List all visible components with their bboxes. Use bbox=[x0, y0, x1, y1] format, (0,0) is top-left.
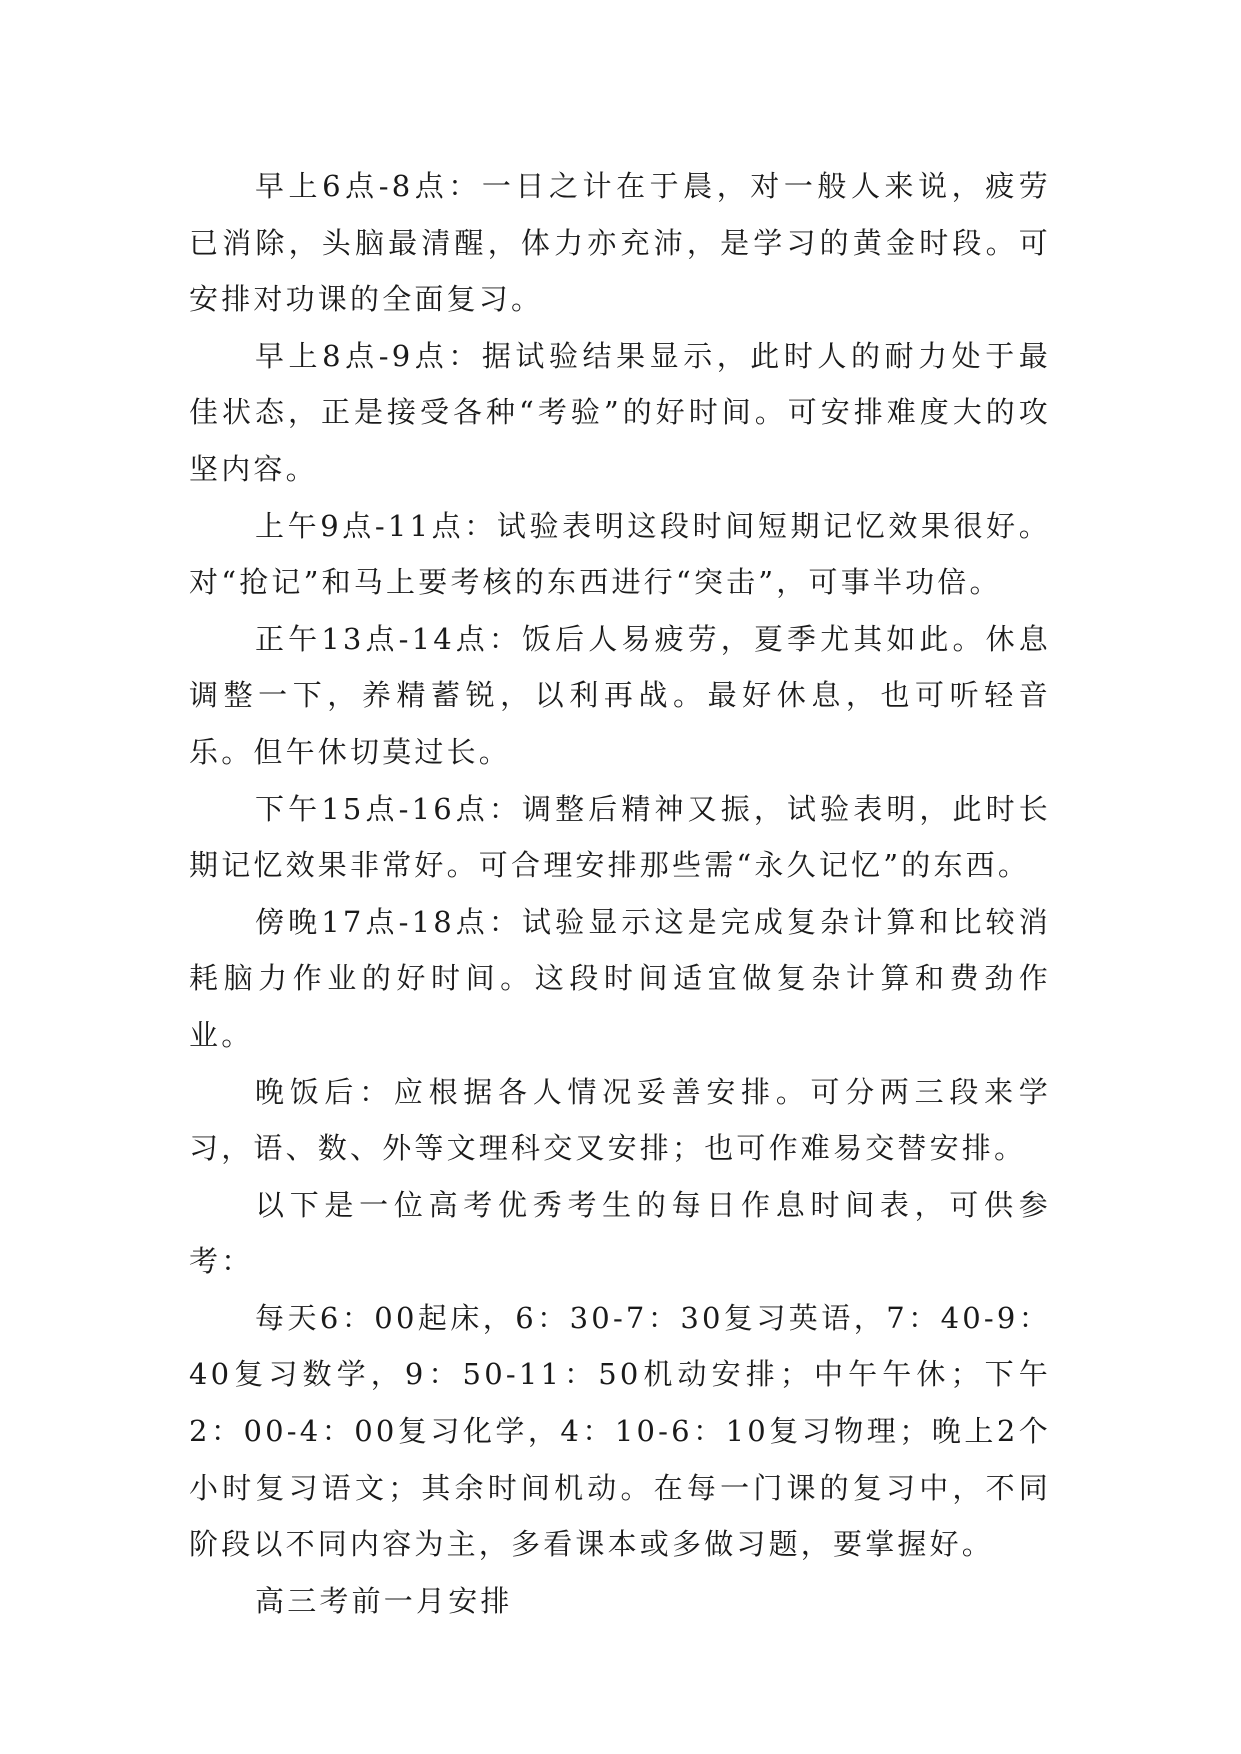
paragraph-8-9am: 早上8点-9点：据试验结果显示，此时人的耐力处于最佳状态，正是接受各种“考验”的好时间。可安排难度大的攻坚内容。 bbox=[189, 338, 1051, 486]
paragraph-schedule-intro: 以下是一位高考优秀考生的每日作息时间表，可供参考： bbox=[189, 1187, 1051, 1279]
paragraph-after-dinner: 晚饭后：应根据各人情况妥善安排。可分两三段来学习，语、数、外等文理科交叉安排；也可作难易交替安排。 bbox=[189, 1074, 1051, 1166]
section-heading-final-month: 高三考前一月安排 bbox=[255, 1583, 513, 1618]
paragraph-6-8am: 早上6点-8点：一日之计在于晨，对一般人来说，疲劳已消除，头脑最清醒，体力亦充沛，是学习的黄金时段。可安排对功课的全面复习。 bbox=[189, 169, 1051, 317]
paragraph-13-14pm: 正午13点-14点：饭后人易疲劳，夏季尤其如此。休息调整一下，养精蓄锐，以利再战。最好休息，也可听轻音乐。但午休切莫过长。 bbox=[189, 621, 1051, 769]
document-body bbox=[189, 158, 1051, 1629]
paragraph-17-18pm: 傍晚17点-18点：试验显示这是完成复杂计算和比较消耗脑力作业的好时间。这段时间适宜做复杂计算和费劲作业。 bbox=[189, 904, 1051, 1052]
paragraph-daily-schedule: 每天6：00起床，6：30-7：30复习英语，7：40-9：40复习数学，9：50-11：50机动安排；中午午休；下午2：00-4：00复习化学，4：10-6：10复习物理；晚上2个小时复习语文；其余时间机动。在每一门课的复习中，不同阶段以不同内容为主，多看课本或多做习题，要掌握好。 bbox=[189, 1300, 1051, 1562]
paragraph-15-16pm: 下午15点-16点：调整后精神又振，试验表明，此时长期记忆效果非常好。可合理安排那些需“永久记忆”的东西。 bbox=[189, 791, 1051, 883]
paragraph-9-11am: 上午9点-11点：试验表明这段时间短期记忆效果很好。对“抢记”和马上要考核的东西进行“突击”，可事半功倍。 bbox=[189, 508, 1051, 600]
